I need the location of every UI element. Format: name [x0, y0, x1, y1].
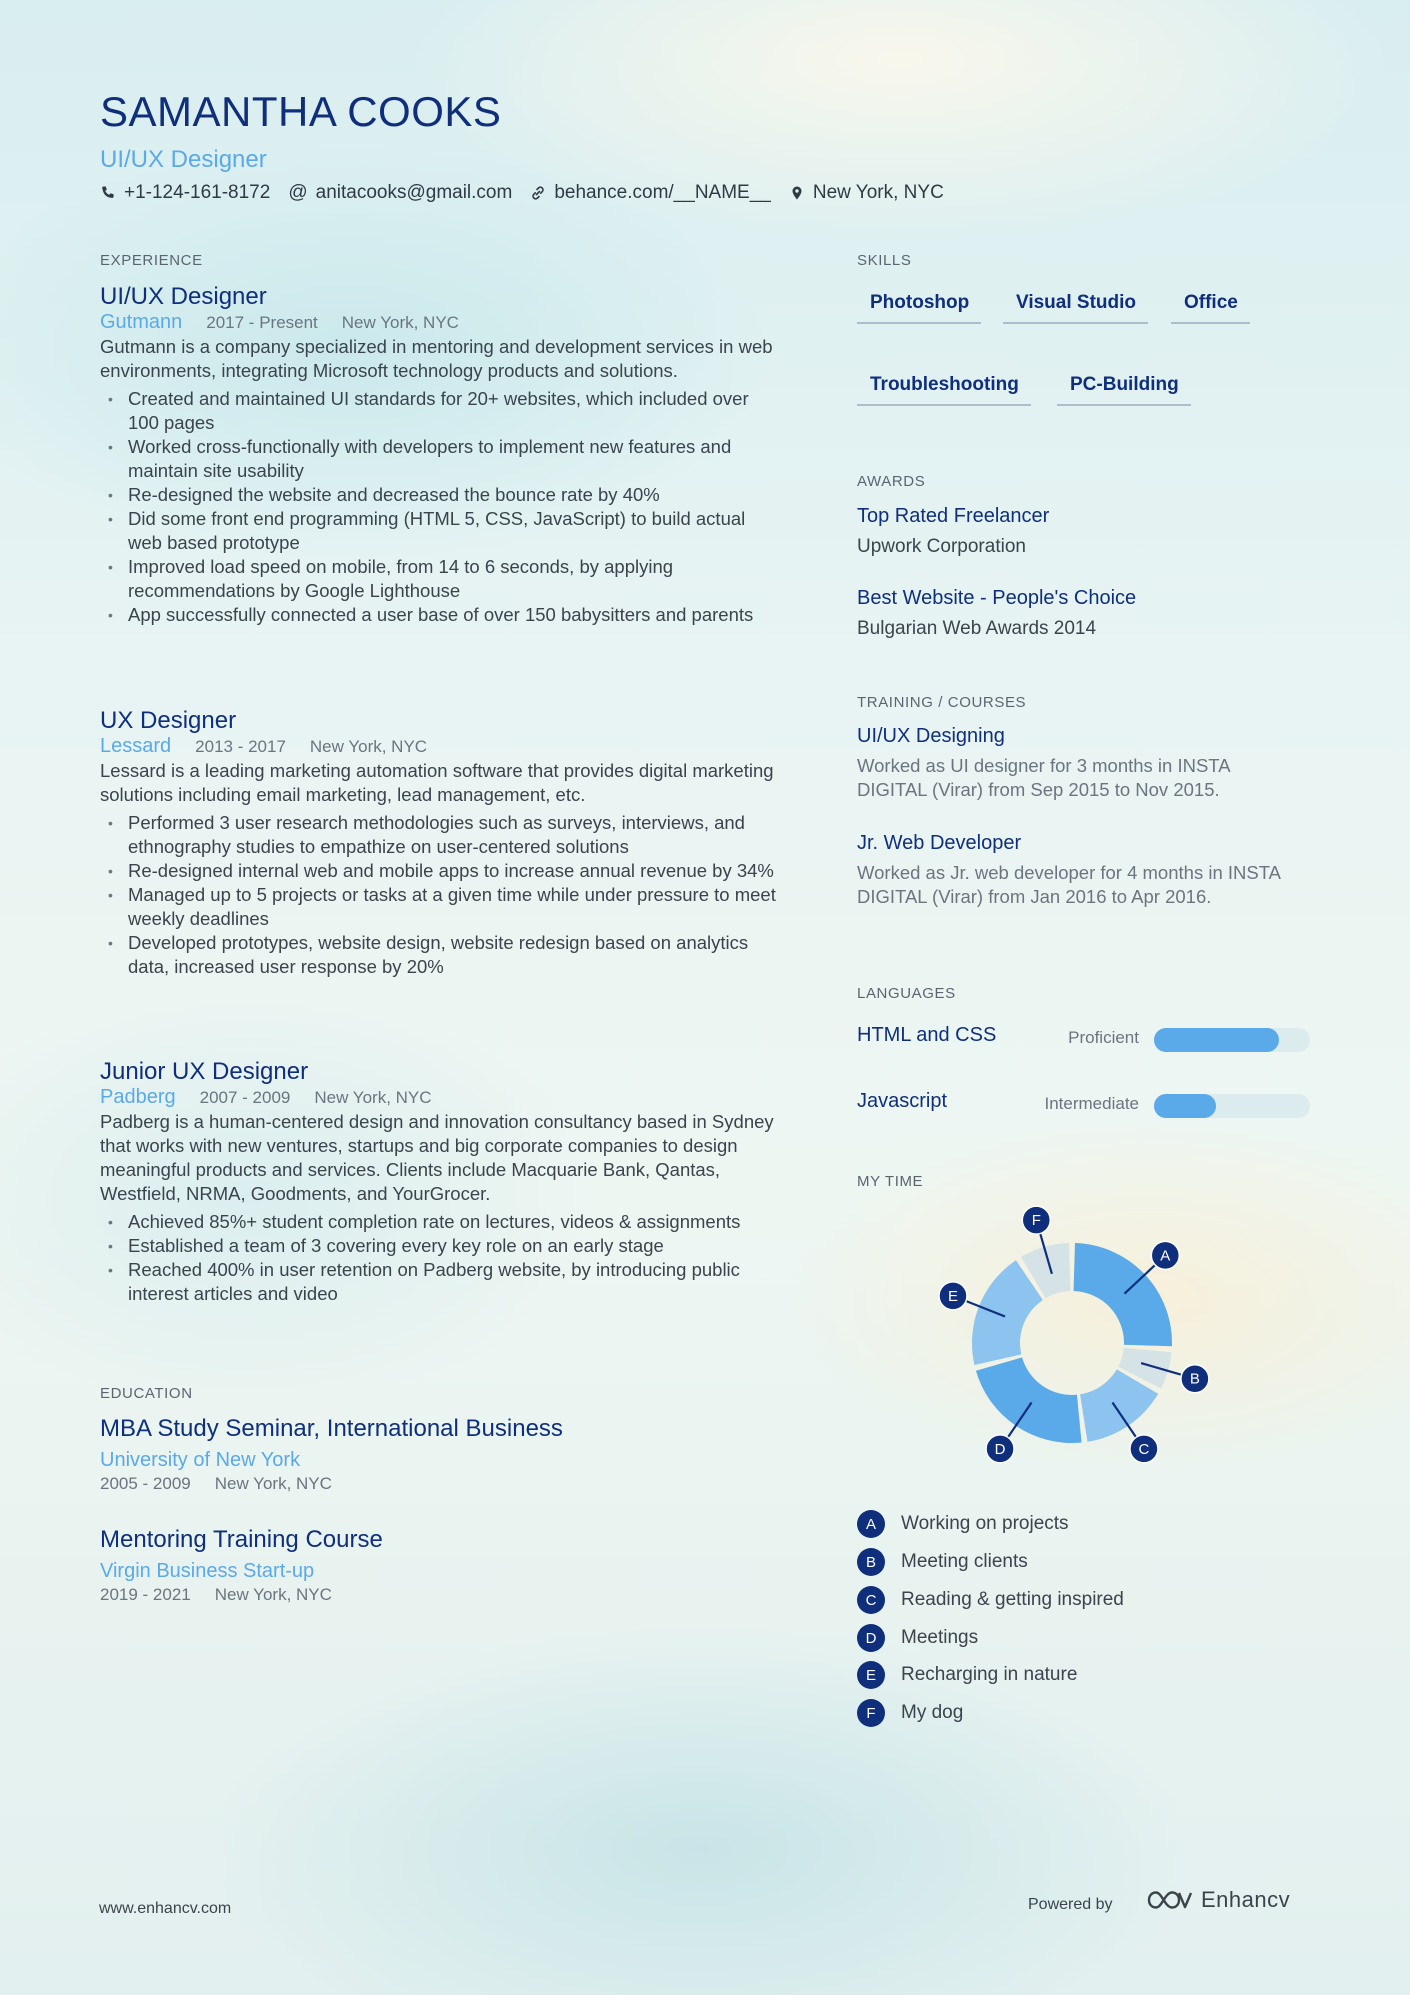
award-org: Upwork Corporation	[857, 536, 1026, 557]
bullet-item: • Established a team of 3 covering every key role on an early stage	[128, 1234, 780, 1258]
bullet-item: • Re-designed internal web and mobile apps to increase annual revenue by 34%	[128, 859, 780, 883]
education-heading: EDUCATION	[100, 1385, 193, 1402]
donut-badge-label: B	[1189, 1370, 1200, 1388]
job-company: Lessard	[100, 735, 172, 757]
legend-badge: A	[857, 1510, 885, 1538]
skill-tag: Troubleshooting	[857, 374, 1031, 406]
language-bar-fill	[1154, 1094, 1216, 1118]
bullet-item: • App successfully connected a user base of over 150 babysitters and parents	[128, 603, 780, 627]
link-icon	[530, 185, 546, 201]
job-meta	[100, 311, 780, 334]
bullet-item: • Worked cross-functionally with developers to implement new features and maintain site usability	[128, 435, 780, 483]
job-title: UX Designer	[100, 707, 237, 734]
education-location: New York, NYC	[214, 1474, 332, 1493]
experience-entry	[100, 707, 780, 979]
skill-tag: Visual Studio	[1003, 292, 1148, 324]
donut-badge-label: C	[1138, 1440, 1150, 1458]
education-dates: 2019 - 2021	[100, 1585, 191, 1604]
bullet-item: • Created and maintained UI standards for 20+ websites, which included over 100 pages	[128, 387, 780, 435]
bullet-item: • Re-designed the website and decreased the bounce rate by 40%	[128, 483, 780, 507]
donut-badge-label: E	[947, 1287, 958, 1305]
job-description: Lessard is a leading marketing automation software that provides digital marketing solutions including email marketing, lead management, etc.	[100, 760, 774, 805]
award-entry	[857, 587, 1317, 640]
skill-tag: Photoshop	[857, 292, 981, 324]
job-description: Padberg is a human-centered design and innovation consultancy based in Sydney that works with new ventures, startups and big corporate companies to design meaningful products and services. Clients include Macquarie Bank, Qantas, Westfield, NRMA, Goodments, and YourGrocer.	[100, 1111, 774, 1204]
contact-phone[interactable]	[100, 182, 270, 204]
training-heading: TRAINING / COURSES	[857, 694, 1027, 711]
contact-bar	[100, 182, 944, 204]
legend-item	[857, 1510, 1069, 1538]
enhancv-brand: Enhancv	[1201, 1887, 1291, 1912]
job-title: UI/UX Designer	[100, 283, 267, 310]
bullet-item: • Improved load speed on mobile, from 14 to 6 seconds, by applying recommendations by Google Lighthouse	[128, 555, 780, 603]
training-entry	[857, 832, 1287, 909]
training-name: Jr. Web Developer	[857, 832, 1022, 854]
language-bar	[1154, 1028, 1310, 1052]
legend-item	[857, 1548, 1028, 1576]
bullet-item: • Reached 400% in user retention on Padberg website, by introducing public interest articles and video	[128, 1258, 780, 1306]
legend-badge: B	[857, 1548, 885, 1576]
donut-badge-label: F	[1031, 1212, 1041, 1230]
donut-badge-label: D	[994, 1440, 1006, 1458]
job-location: New York, NYC	[314, 1088, 432, 1107]
award-org: Bulgarian Web Awards 2014	[857, 618, 1097, 639]
contact-email[interactable]	[288, 182, 512, 204]
footer-website[interactable]: www.enhancv.com	[99, 1900, 232, 1917]
education-dates: 2005 - 2009	[100, 1474, 191, 1493]
legend-label: Recharging in nature	[901, 1664, 1078, 1685]
experience-entry	[100, 1058, 780, 1306]
candidate-name: SAMANTHA COOKS	[100, 88, 502, 135]
education-meta	[100, 1585, 780, 1605]
language-row	[857, 1022, 1310, 1052]
legend-item	[857, 1699, 963, 1727]
language-name: Javascript	[857, 1090, 948, 1112]
legend-badge: D	[857, 1624, 885, 1652]
legend-label: Working on projects	[901, 1513, 1069, 1534]
at-icon: @	[288, 182, 308, 203]
location-text: New York, NYC	[812, 182, 944, 203]
legend-label: My dog	[901, 1702, 964, 1723]
legend-label: Reading & getting inspired	[901, 1589, 1124, 1610]
training-entry	[857, 725, 1287, 802]
bullet-item: • Developed prototypes, website design, website redesign based on analytics data, increased user response by 20%	[128, 931, 780, 979]
job-company: Padberg	[100, 1086, 176, 1108]
training-desc: Worked as UI designer for 3 months in INSTA DIGITAL (Virar) from Sep 2015 to Nov 2015.	[857, 755, 1230, 800]
experience-heading: EXPERIENCE	[100, 252, 203, 269]
language-bar-fill	[1154, 1028, 1279, 1052]
school-name: University of New York	[100, 1449, 301, 1471]
training-name: UI/UX Designing	[857, 725, 1005, 747]
bullet-item: • Achieved 85%+ student completion rate on lectures, videos & assignments	[128, 1210, 780, 1234]
bullet-item: • Managed up to 5 projects or tasks at a given time while under pressure to meet weekly deadlines	[128, 883, 780, 931]
legend-badge: F	[857, 1699, 885, 1727]
legend-item	[857, 1586, 1124, 1614]
degree-title: MBA Study Seminar, International Business	[100, 1415, 563, 1442]
job-dates: 2013 - 2017	[195, 737, 286, 756]
degree-title: Mentoring Training Course	[100, 1526, 383, 1553]
phone-text: +1-124-161-8172	[124, 182, 271, 203]
job-meta	[100, 1086, 780, 1109]
bullet-item: • Performed 3 user research methodologies such as surveys, interviews, and ethnography studies to empathize on user-centered solutions	[128, 811, 780, 859]
job-title: Junior UX Designer	[100, 1058, 309, 1085]
award-entry	[857, 505, 1317, 558]
donut-slice-d	[976, 1357, 1082, 1443]
education-location: New York, NYC	[214, 1585, 332, 1604]
legend-label: Meeting clients	[901, 1551, 1028, 1572]
contact-website[interactable]	[530, 182, 771, 204]
email-text: anitacooks@gmail.com	[315, 182, 513, 203]
awards-heading: AWARDS	[857, 473, 926, 490]
legend-item	[857, 1624, 978, 1652]
my-time-donut-chart	[930, 1200, 1230, 1480]
language-row	[857, 1088, 1310, 1118]
education-entry	[100, 1415, 780, 1494]
phone-icon	[100, 185, 116, 201]
website-text: behance.com/__NAME__	[554, 182, 771, 203]
school-name: Virgin Business Start-up	[100, 1560, 315, 1582]
job-location: New York, NYC	[341, 313, 459, 332]
legend-badge: C	[857, 1586, 885, 1614]
job-company: Gutmann	[100, 311, 183, 333]
job-description: Gutmann is a company specialized in mentoring and development services in web environments, integrating Microsoft technology products and solutions.	[100, 336, 773, 381]
language-level: Intermediate	[1044, 1094, 1139, 1113]
education-meta	[100, 1474, 780, 1494]
skills-heading: SKILLS	[857, 252, 912, 269]
bullet-item: • Did some front end programming (HTML 5, CSS, JavaScript) to build actual web based prototype	[128, 507, 780, 555]
job-dates: 2017 - Present	[206, 313, 318, 332]
award-name: Top Rated Freelancer	[857, 505, 1050, 527]
training-desc: Worked as Jr. web developer for 4 months in INSTA DIGITAL (Virar) from Jan 2016 to Apr 2016.	[857, 862, 1280, 907]
language-bar	[1154, 1094, 1310, 1118]
enhancv-logo[interactable]	[1145, 1887, 1290, 1913]
location-pin-icon	[789, 185, 805, 201]
job-dates: 2007 - 2009	[199, 1088, 291, 1107]
contact-location	[789, 182, 944, 204]
languages-heading: LANGUAGES	[857, 985, 956, 1002]
job-bullets	[100, 1210, 780, 1306]
enhancv-logo-icon	[1145, 1887, 1193, 1913]
legend-label: Meetings	[901, 1627, 979, 1648]
skill-tag: PC-Building	[1057, 374, 1191, 406]
language-level: Proficient	[1068, 1028, 1139, 1047]
education-entry	[100, 1526, 780, 1605]
skill-tag: Office	[1171, 292, 1250, 324]
job-location: New York, NYC	[309, 737, 428, 756]
donut-badge-label: A	[1160, 1247, 1171, 1265]
experience-entry	[100, 283, 780, 627]
award-name: Best Website - People's Choice	[857, 587, 1137, 609]
job-bullets	[100, 387, 780, 627]
job-meta	[100, 735, 780, 758]
language-name: HTML and CSS	[857, 1024, 997, 1046]
my-time-heading: MY TIME	[857, 1173, 924, 1190]
legend-item	[857, 1661, 1077, 1689]
powered-by-text: Powered by	[1028, 1896, 1113, 1913]
legend-badge: E	[857, 1661, 885, 1689]
candidate-role: UI/UX Designer	[100, 146, 267, 173]
job-bullets	[100, 811, 780, 979]
